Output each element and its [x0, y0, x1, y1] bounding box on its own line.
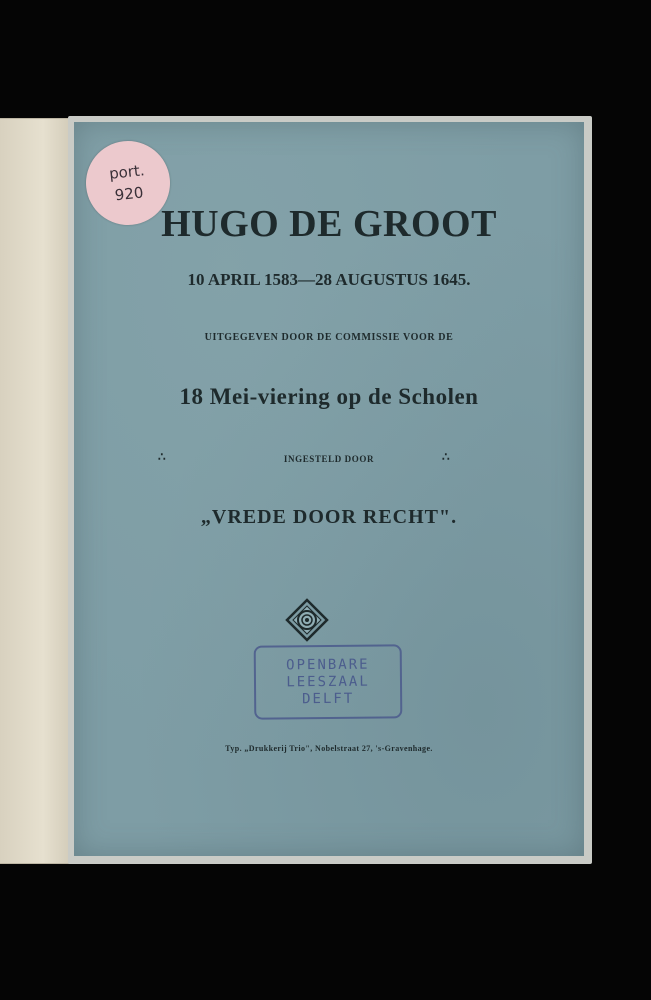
shelfmark-line-2: 920 [113, 183, 145, 205]
cover-title: HUGO DE GROOT [161, 203, 497, 245]
cover-dates: 10 APRIL 1583—28 AUGUSTUS 1645. [187, 270, 471, 289]
shelfmark-line-1: port. [108, 161, 146, 183]
left-endpaper [0, 118, 72, 864]
event-title: 18 Mei-viering op de Scholen [179, 384, 479, 409]
library-stamp [254, 644, 403, 719]
instituted-by: INGESTELD DOOR [283, 454, 375, 464]
printer-imprint: Typ. „Drukkerij Trio", Nobelstraat 27, 's-Gravenhage. [225, 744, 433, 753]
stamp-line-3: DELFT [301, 690, 355, 707]
ornament-left: ∴ [158, 450, 166, 464]
stamp-line-2: LEESZAAL [286, 673, 370, 690]
ornament-right: ∴ [442, 450, 450, 464]
printer-emblem-icon [285, 598, 329, 642]
booklet-cover [74, 122, 584, 856]
organisation-name: „VREDE DOOR RECHT". [200, 506, 458, 528]
publisher-line: UITGEGEVEN DOOR DE COMMISSIE VOOR DE [204, 332, 454, 343]
stamp-line-1: OPENBARE [286, 656, 370, 673]
